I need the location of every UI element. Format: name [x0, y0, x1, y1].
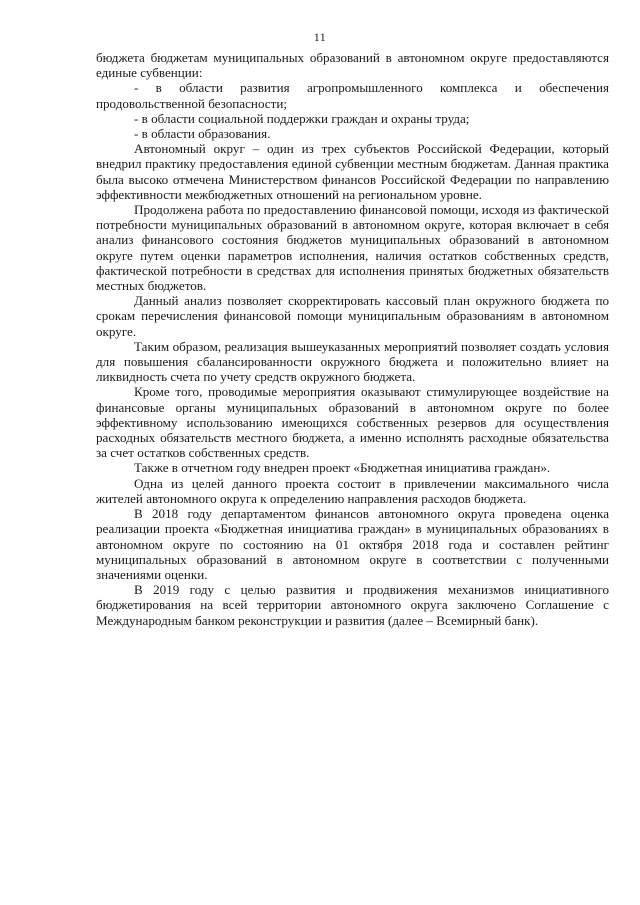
list-item-agro: - в области развития агропромышленного комплекса и обеспечения продовольственной безопасности; [96, 80, 609, 111]
list-item-social: - в области социальной поддержки граждан и охраны труда; [134, 110, 470, 126]
document-body [96, 50, 609, 628]
paragraph-project-intro: Также в отчетном году внедрен проект «Бюджетная инициатива граждан». [134, 460, 551, 476]
page-number: 11 [313, 30, 327, 44]
paragraph-single-subvention: Автономный округ – один из трех субъектов Российской Федерации, который внедрил практику предоставления единой субвенции местным бюджетам. Данная практика была высоко отмечена Министерством финансов Российской Федерации по направлению эффективности межбюджетных отношений на региональном уровне. [96, 141, 609, 202]
paragraph-project-goal: Одна из целей данного проекта состоит в привлечении максимального числа жителей автономного округа к определению направления расходов бюджета. [96, 475, 609, 506]
paragraph-incentive: Кроме того, проводимые мероприятия оказывают стимулирующее воздействие на финансовые органы муниципальных образований в автономном округе по более эффективному использованию имеющихся собственных резервов для осуществления расходных обязательств местного бюджета, а именно исполнять расходные обязательства за счет остатков собственных средств. [96, 384, 609, 461]
paragraph-2019-agreement: В 2019 году с целью развития и продвижения механизмов инициативного бюджетирования на всей территории автономного округа заключено Соглашение с Международным банком реконструкции и развития (далее – Всемирный банк). [96, 582, 609, 628]
paragraph-2018-rating: В 2018 году департаментом финансов автономного округа проведена оценка реализации проекта «Бюджетная инициатива граждан» в муниципальных образованиях в автономном округе по состоянию на 01 октября 2018 года и составлен рейтинг муниципальных образований в автономном округе в соответствии с полученными значениями оценки. [96, 506, 609, 582]
list-item-education: - в области образования. [134, 126, 271, 142]
paragraph-subventions-intro: бюджета бюджетам муниципальных образований в автономном округе предоставляются единые субвенции: [96, 50, 609, 81]
paragraph-financial-assistance: Продолжена работа по предоставлению финансовой помощи, исходя из фактической потребности муниципальных образований в автономном округе, которая включает в себя анализ финансового состояния бюджетов муниципальных образований в автономном округе путем оценки параметров исполнения, наличия остатков собственных средств, фактической потребности в средствах для исполнения принятых бюджетных обязательств местных бюджетов. [96, 202, 610, 294]
paragraph-balance: Таким образом, реализация вышеуказанных мероприятий позволяет создать условия для повышения сбалансированности окружного бюджета и положительно влияет на ликвидность счета по учету средств окружного бюджета. [96, 338, 609, 385]
paragraph-cash-plan: Данный анализ позволяет скорректировать кассовый план окружного бюджета по срокам перечисления финансовой помощи муниципальным образованиям в автономном округе. [96, 293, 609, 339]
